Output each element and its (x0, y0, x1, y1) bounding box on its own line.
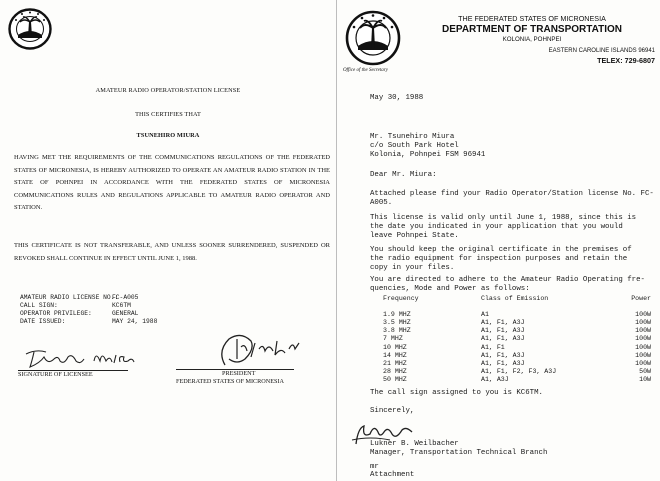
frequency-cell: 14 MHZ (383, 351, 407, 359)
emission-cell: A1, F1, A3J (481, 319, 525, 327)
emission-cell: A1 (481, 311, 489, 319)
table-row (375, 344, 651, 352)
letterhead-city: KOLONIA, POHNPEI (502, 36, 562, 43)
certifies-line: THIS CERTIFIES THAT (135, 111, 201, 118)
frequency-cell: 1.9 MHZ (383, 311, 411, 319)
emission-cell: A1, F1, A3J (481, 327, 525, 335)
table-row (375, 335, 651, 343)
call-sign-sentence: The call sign assigned to you is KC6TM. (370, 389, 543, 397)
recipient-city: Kolonia, Pohnpei FSM 96941 (370, 151, 486, 159)
para1-line1: Attached please find your Radio Operator/Station license No. FC- (370, 190, 654, 198)
licensee-signature-image (22, 345, 142, 371)
license-number-value: FC-A005 (112, 294, 139, 301)
power-cell: 100W (635, 311, 651, 319)
date-issued-label: DATE ISSUED: (20, 318, 66, 325)
salutation: Dear Mr. Miura: (370, 171, 437, 179)
power-cell: 100W (635, 319, 651, 327)
licensee-name: TSUNEHIRO MIURA (136, 132, 200, 139)
certificate-transfer-paragraph: THIS CERTIFICATE IS NOT TRANSFERABLE, AND UNLESS SOONER SURRENDERED, SUSPENDED OR REVOKED SHALL CONTINUE IN EFFECT UNTIL JUNE 1, 1988. (14, 242, 330, 262)
operator-privilege-label: OPERATOR PRIVILEGE: (20, 310, 92, 317)
power-cell: 100W (635, 351, 651, 359)
emission-cell: A1, F1, A3J (481, 335, 525, 343)
frequency-table (375, 295, 651, 384)
frequency-cell: 7 MHZ (383, 335, 403, 343)
power-cell: 50W (639, 367, 651, 375)
para2-line1: This license is valid only until June 1, 1988, since this is (370, 214, 637, 222)
fsm-seal-icon (8, 8, 52, 50)
table-row (375, 376, 651, 384)
frequency-cell: 28 MHZ (383, 367, 407, 375)
para3-line3: copy in your files. (370, 264, 455, 272)
signer-name: Lukner B. Weilbacher (370, 440, 459, 448)
power-cell: 100W (635, 335, 651, 343)
emission-cell: A1, F1, A3J (481, 351, 525, 359)
frequency-cell: 50 MHZ (383, 375, 407, 383)
frequency-cell: 21 MHZ (383, 359, 407, 367)
emission-cell: A1, F1, F2, F3, A3J (481, 367, 557, 375)
frequency-cell: 3.5 MHZ (383, 319, 411, 327)
frequency-table-header (375, 295, 651, 303)
power-header: Power (631, 295, 651, 302)
power-cell: 100W (635, 343, 651, 351)
enclosure-line: Attachment (370, 471, 415, 479)
para4-line2: quencies, Mode and Power as follows: (370, 285, 530, 293)
para2-line3: leave Pohnpei State. (370, 232, 459, 240)
frequency-cell: 3.8 MHZ (383, 327, 411, 335)
operator-privilege-row (20, 310, 138, 318)
table-row (375, 360, 651, 368)
department-seal-icon (345, 10, 401, 66)
letterhead-telex: TELEX: 729-6807 (597, 56, 655, 65)
letter-date: May 30, 1988 (370, 94, 424, 102)
license-number-label: AMATEUR RADIO LICENSE NO.: (20, 294, 119, 301)
frequency-cell: 10 MHZ (383, 343, 407, 351)
seal-caption: Office of the Secretary (343, 68, 388, 73)
para3-line2: the radio equipment for inspection purposes and retain the (370, 255, 628, 263)
letterhead-department: DEPARTMENT OF TRANSPORTATION (442, 24, 622, 35)
para1-line2: A005. (370, 199, 393, 207)
frequency-header: Frequency (383, 295, 419, 302)
typist-initials: mr (370, 463, 379, 471)
operator-privilege-value: GENERAL (112, 310, 139, 317)
recipient-address-line: c/o South Park Hotel (370, 142, 459, 150)
table-row (375, 327, 651, 335)
letterhead-region: EASTERN CAROLINE ISLANDS 96941 (548, 48, 655, 54)
call-sign-row (20, 302, 131, 310)
certificate-body-paragraph: HAVING MET THE REQUIREMENTS OF THE COMMUNICATIONS REGULATIONS OF THE FEDERATED STATES OF MICRONESIA, IS HEREBY AUTHORIZED TO OPERATE AN AMATEUR RADIO STATION IN THE STATE OF POHNPEI IN ACCORDANCE WITH THE FEDERATED STATES OF MICRONESIA COMMUNICATIONS RULES AND REGULATIONS APPLICABLE TO AMATEUR RADIO OPERATOR AND STATION. (14, 154, 330, 211)
para4-line1: You are directed to adhere to the Amateur Radio Operating fre- (370, 276, 645, 284)
power-cell: 100W (635, 359, 651, 367)
table-row (375, 352, 651, 360)
date-issued-value: MAY 24, 1988 (112, 318, 158, 325)
recipient-name: Mr. Tsunehiro Miura (370, 133, 455, 141)
certificate-title: AMATEUR RADIO OPERATOR/STATION LICENSE (95, 87, 241, 94)
emission-header: Class of Emission (481, 295, 549, 302)
closing: Sincerely, (370, 407, 415, 415)
table-row (375, 311, 651, 319)
emission-cell: A1, A3J (481, 375, 509, 383)
emission-cell: A1, F1, A3J (481, 359, 525, 367)
signature-of-licensee-label: SIGNATURE OF LICENSEE (18, 371, 93, 378)
power-cell: 100W (635, 327, 651, 335)
para3-line1: You should keep the original certificate in the premises of (370, 246, 632, 254)
president-signature-image (215, 329, 315, 369)
letterhead-country: THE FEDERATED STATES OF MICRONESIA (458, 14, 606, 23)
license-number-row (20, 294, 138, 302)
date-issued-row (20, 318, 157, 326)
call-sign-label: CALL SIGN: (20, 302, 58, 309)
emission-cell: A1, F1 (481, 343, 505, 351)
table-row (375, 368, 651, 376)
power-cell: 10W (639, 375, 651, 383)
signer-title: Manager, Transportation Technical Branch (370, 449, 548, 457)
president-label: PRESIDENT (222, 370, 256, 377)
fsm-label: FEDERATED STATES OF MICRONESIA (176, 378, 284, 385)
table-row (375, 319, 651, 327)
para2-line2: the date you indicated in your application that you would (370, 223, 623, 231)
call-sign-value: KC6TM (112, 302, 131, 309)
